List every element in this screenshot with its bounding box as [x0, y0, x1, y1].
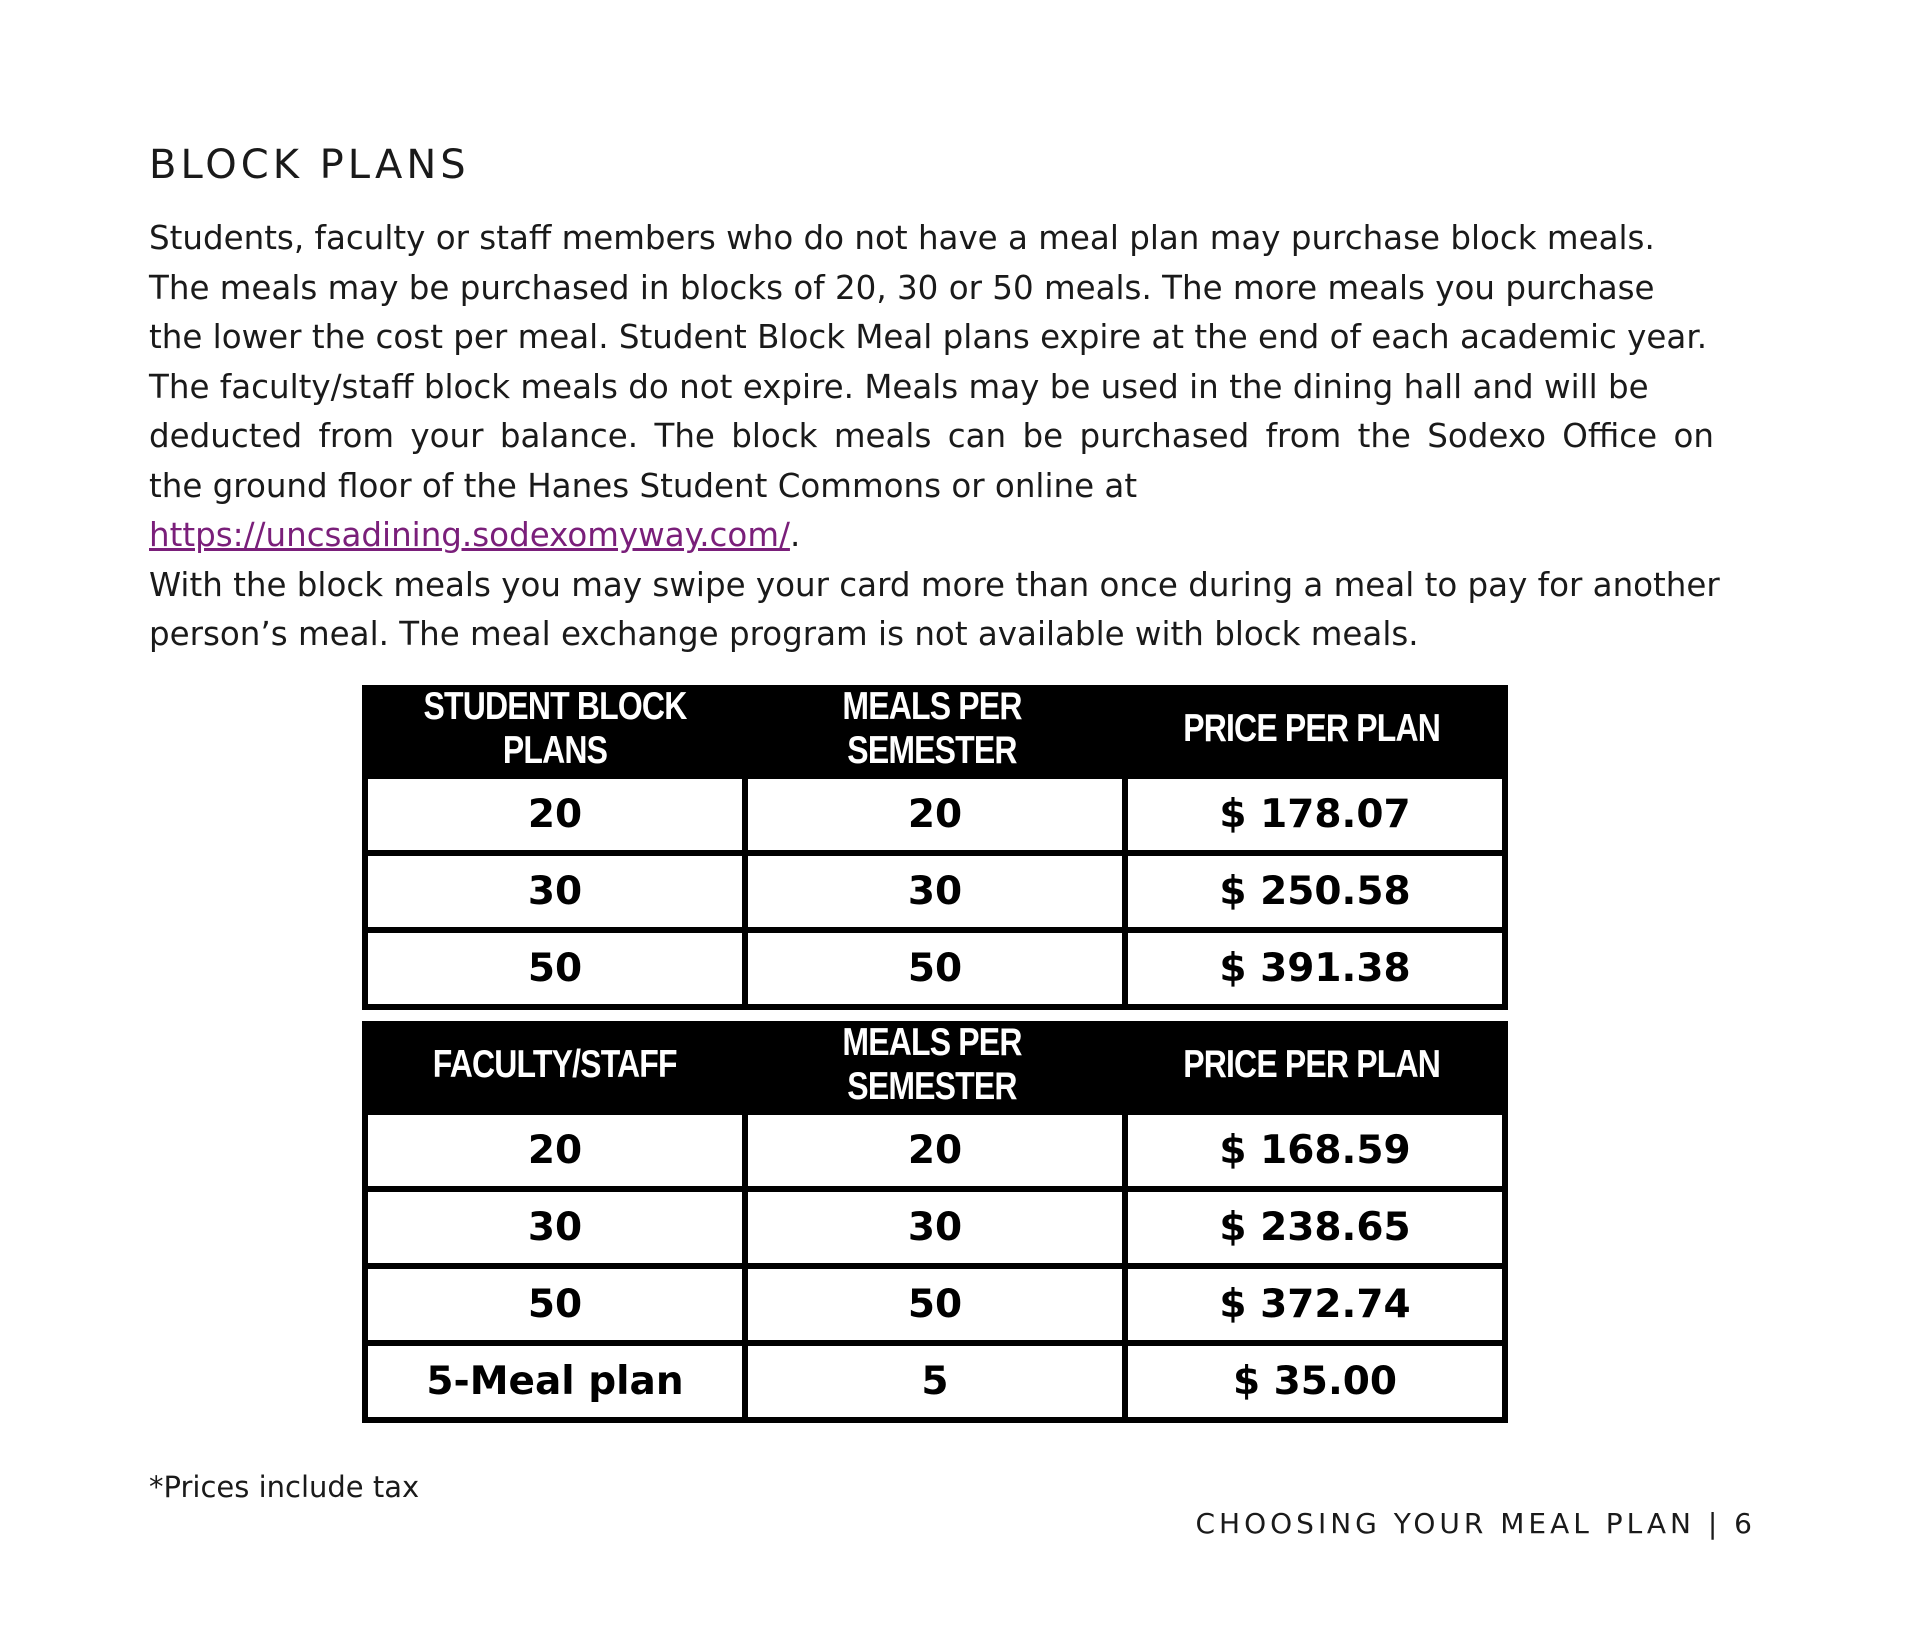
column-header: PRICE PER PLAN — [1122, 1021, 1502, 1109]
paragraph-line: The faculty/staff block meals do not expire. Meals may be used in the dining hall and will be — [149, 367, 1649, 406]
price-cell: $ 168.59 — [1122, 1109, 1502, 1186]
price-cell: $ 178.07 — [1122, 773, 1502, 850]
paragraph-line: Students, faculty or staff members who do not have a meal plan may purchase block meals. — [149, 219, 1655, 257]
link-line — [149, 511, 1789, 561]
plan-cell: 20 — [368, 1109, 742, 1186]
plan-cell: 5-Meal plan — [368, 1340, 742, 1417]
body-text — [149, 214, 1789, 660]
plan-cell: 50 — [368, 1263, 742, 1340]
meals-cell: 20 — [742, 773, 1122, 850]
paragraph-line: deducted from your balance. The block meals can be purchased from the Sodexo Office on — [149, 417, 1714, 455]
table-row — [368, 1340, 1502, 1417]
plan-cell: 50 — [368, 927, 742, 1004]
column-header: FACULTY/STAFF — [368, 1021, 742, 1109]
price-cell: $ 391.38 — [1122, 927, 1502, 1004]
table-row — [368, 850, 1502, 927]
paragraph-line: person’s meal. The meal exchange program is not available with block meals. — [149, 615, 1419, 653]
meals-cell: 50 — [742, 1263, 1122, 1340]
page-footer: CHOOSING YOUR MEAL PLAN | 6 — [1195, 1507, 1756, 1540]
price-cell: $ 372.74 — [1122, 1263, 1502, 1340]
column-header: MEALS PER SEMESTER — [742, 1021, 1122, 1109]
plan-cell: 30 — [368, 1186, 742, 1263]
table-header-row — [368, 1021, 1502, 1109]
table-row — [368, 773, 1502, 850]
paragraph-line: With the block meals you may swipe your card more than once during a meal to pay for another — [149, 565, 1720, 604]
meals-cell: 30 — [742, 1186, 1122, 1263]
page-title: BLOCK PLANS — [149, 142, 470, 188]
table-row — [368, 1186, 1502, 1263]
price-cell: $ 35.00 — [1122, 1340, 1502, 1417]
table-row — [368, 1109, 1502, 1186]
paragraph-line: the ground floor of the Hanes Student Commons or online at — [149, 466, 1138, 505]
table-row — [368, 927, 1502, 1004]
dining-website-link[interactable]: https://uncsadining.sodexomyway.com/ — [149, 516, 790, 554]
price-cell: $ 238.65 — [1122, 1186, 1502, 1263]
faculty-staff-plans-table — [362, 1021, 1508, 1423]
intro-paragraph — [149, 214, 1789, 561]
plan-cell: 30 — [368, 850, 742, 927]
link-suffix: . — [789, 516, 801, 554]
meals-cell: 30 — [742, 850, 1122, 927]
meals-cell: 50 — [742, 927, 1122, 1004]
table-header-row — [368, 685, 1502, 773]
meals-cell: 20 — [742, 1109, 1122, 1186]
swipe-paragraph — [149, 561, 1789, 660]
meals-cell: 5 — [742, 1340, 1122, 1417]
column-header: STUDENT BLOCK PLANS — [368, 685, 742, 773]
tax-footnote: *Prices include tax — [149, 1470, 420, 1504]
paragraph-line: The meals may be purchased in blocks of 20, 30 or 50 meals. The more meals you purchase — [149, 268, 1655, 307]
paragraph-line: the lower the cost per meal. Student Block Meal plans expire at the end of each academic year. — [149, 318, 1708, 356]
table-row — [368, 1263, 1502, 1340]
price-cell: $ 250.58 — [1122, 850, 1502, 927]
student-block-plans-table — [362, 685, 1508, 1010]
column-header: PRICE PER PLAN — [1122, 685, 1502, 773]
plan-cell: 20 — [368, 773, 742, 850]
column-header: MEALS PER SEMESTER — [742, 685, 1122, 773]
